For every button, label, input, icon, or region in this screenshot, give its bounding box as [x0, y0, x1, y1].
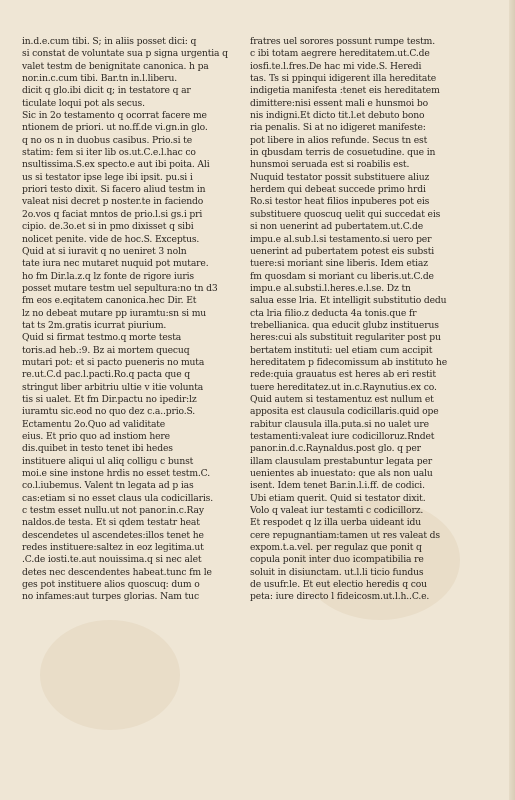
- text-line: ria penalis. Si at no idigeret manifeste:: [250, 122, 426, 134]
- text-line: Ro.si testor heat filios inpuberes pot eis: [250, 196, 430, 208]
- text-line: re.ut.C.d pac.l.pacti.Ro.q pacta que q: [22, 369, 190, 381]
- text-line: ho fm Dir.la.z.q lz fonte de rigore iuris: [22, 270, 194, 282]
- text-line: us si testator ipse lege ibi ipsit. pu.si i: [22, 171, 193, 183]
- text-line: copula ponit inter duo icompatibilia re: [250, 554, 424, 566]
- text-line: isent. Idem tenet Bar.in.l.i.ff. de codici.: [250, 480, 425, 492]
- page-edge: [509, 0, 515, 800]
- text-line: stringut liber arbitriu ultie v itie volunta: [22, 381, 204, 393]
- text-line: cta lria filio.z deducta 4a tonis.que fr: [250, 307, 417, 319]
- text-line: Sic in 2o testamento q ocorrat facere me: [22, 110, 207, 122]
- text-line: cas:etiam si no esset claus ula codicillaris.: [22, 492, 213, 504]
- text-line: 2o.vos q faciat mntos de prio.l.si gs.i pri: [22, 208, 203, 220]
- text-line: nis indigni.Et dicto tit.l.et debuto bono: [250, 110, 425, 122]
- text-line: descendetes ul ascendetes:illos tenet he: [22, 529, 204, 541]
- text-line: bertatem instituti: uel etiam cum accipit: [250, 344, 433, 356]
- text-line: dis.quibet in testo tenet ibi hedes: [22, 443, 173, 455]
- text-line: priori testo dixit. Si facero aliud testm in: [22, 184, 206, 196]
- text-line: de usufr.le. Et eut electio heredis q cou: [250, 579, 427, 591]
- text-line: Nuquid testator possit substituere aliuz: [250, 171, 430, 183]
- text-line: Quid at si iuravit q no ueniret 3 noln: [22, 245, 187, 257]
- text-line: detes nec descendentes habeat.tunc fm le: [22, 566, 212, 578]
- text-line: apposita est clausula codicillaris.quid ope: [250, 406, 439, 418]
- text-line: fratres uel sorores possunt rumpe testm.: [250, 36, 435, 47]
- text-line: iosfi.te.l.fres.De hac mi vide.S. Heredi: [250, 60, 422, 72]
- text-line: fm eos e.eqitatem canonica.hec Dir. Et: [22, 295, 197, 307]
- text-line: impu.e al.substi.l.heres.e.l.se. Dz tn: [250, 282, 411, 294]
- text-line: si constat de voluntate sua p signa urgentia q: [22, 48, 228, 60]
- text-line: naldos.de testa. Et si qdem testatr heat: [22, 517, 200, 529]
- text-line: hunsmoi seruada est si roabilis est.: [250, 159, 410, 171]
- text-line: fm quosdam si moriant cu liberis.ut.C.de: [250, 270, 434, 282]
- text-line: herdem qui debeat succede primo hrdi: [250, 184, 426, 196]
- text-line: q no os n in duobus casibus. Prio.si te: [22, 134, 193, 146]
- text-line: statim: fem si iter lib os.ut.C.e.l.hac co: [22, 147, 196, 159]
- text-line: trebellianica. qua educit glubz instituerus: [250, 319, 439, 331]
- text-line: in.d.e.cum tibi. S; in aliis posset dici: q: [22, 36, 197, 47]
- text-line: tate iura nec mutaret nuquid pot mutare.: [22, 258, 209, 270]
- text-line: cipio. de.3o.et si in pmo dixisset q sibi: [22, 221, 194, 233]
- text-line: lz no debeat mutare pp iuramtu:sn si mu: [22, 307, 207, 319]
- text-line: pot libere in alios refunde. Secus tn est: [250, 134, 428, 146]
- text-line: toris.ad heb.:9. Bz ai mortem quecuq: [22, 344, 190, 356]
- text-line: tat ts 2m.gratis icurrat piurium.: [22, 319, 167, 331]
- text-line: soluit in disiunctam. ut.l.li ticio fundus: [250, 566, 424, 578]
- text-line: tas. Ts si ppinqui idigerent illa hereditate: [250, 73, 437, 85]
- text-line: mutari pot: et si pacto pueneris no muta: [22, 356, 205, 368]
- text-line: ges pot instituere alios quoscuq: dum o: [22, 579, 200, 591]
- text-line: illam clausulam prestabuntur legata per: [250, 455, 433, 467]
- text-line: panor.in.d.c.Raynaldus.post glo. q per: [250, 443, 421, 455]
- text-line: valet testm de benignitate canonica. h pa: [22, 60, 209, 72]
- text-line: valeat nisi decret p noster.te in faciendo: [22, 196, 204, 208]
- text-line: indigetia manifesta :tenet eis hereditatem: [250, 85, 440, 97]
- text-line: salua esse lria. Et intelligit substitutio dedu: [250, 295, 447, 307]
- text-line: eius. Et prio quo ad instiom here: [22, 431, 170, 442]
- text-line: rede:quia grauatus est heres ab eri restit: [250, 369, 436, 381]
- text-line: moi.e sine instone hrdis no esset testm.C.: [22, 468, 210, 480]
- text-line: heres:cui als substituit regulariter post pu: [250, 332, 441, 344]
- text-line: substituere quoscuq uelit qui succedat eis: [250, 208, 441, 220]
- text-line: ticulate loqui pot als secus.: [22, 97, 145, 109]
- text-line: dicit q glo.ibi dicit q; in testatore q ar: [22, 85, 191, 97]
- text-line: tis si ualet. Et fm Dir.pactu no ipedir:lz: [22, 393, 197, 405]
- right-text-column: [250, 36, 476, 604]
- text-line: expom.t.a.vel. per regulaz que ponit q: [250, 542, 422, 554]
- text-line: Volo q valeat iur testamti c codicillorz.: [250, 505, 424, 517]
- text-line: nolicet penite. vide de hoc.S. Exceptus.: [22, 233, 200, 245]
- text-line: instituere aliqui ul aliq colligu c bunst: [22, 455, 194, 467]
- text-line: tuere:si moriant sine liberis. Idem etiaz: [250, 258, 428, 270]
- text-line: nor.in.c.cum tibi. Bar.tn in.l.liberu.: [22, 73, 177, 85]
- text-line: dimittere:nisi essent mali e hunsmoi bo: [250, 97, 428, 109]
- text-line: uenerint ad pubertatem potest eis substi: [250, 245, 435, 257]
- text-line: iuramtu sic.eod no quo dez c.a..prio.S.: [22, 406, 196, 418]
- text-line: Quid autem si testamentuz est nullum et: [250, 393, 434, 405]
- left-text-column: [22, 36, 248, 604]
- text-line: co.l.iubemus. Valent tn legata ad p ias: [22, 480, 194, 492]
- text-line: Ectamentu 2o.Quo ad validitate: [22, 418, 166, 430]
- text-line: Quid si firmat testmo.q morte testa: [22, 332, 182, 344]
- text-line: Ubi etiam querit. Quid si testator dixit.: [250, 492, 426, 504]
- text-line: peta: iure directo l fideicosm.ut.l.h..C.e.: [250, 591, 430, 603]
- text-line: redes instituere:saltez in eoz legitima.ut: [22, 542, 204, 554]
- text-line: .C.de iosti.te.aut nouissima.q si nec alet: [22, 554, 202, 566]
- text-line: tuere hereditatez.ut in.c.Raynutius.ex co.: [250, 381, 437, 393]
- text-line: Et respodet q lz illa uerba uideant idu: [250, 517, 422, 529]
- text-line: ntionem de priori. ut no.ff.de vi.gn.in glo.: [22, 122, 208, 134]
- text-line: c testm esset nullu.ut not panor.in.c.Ray: [22, 505, 204, 517]
- text-line: rabitur clausula illa.puta.si no ualet ure: [250, 418, 429, 430]
- text-line: impu.e al.sub.l.si testamento.si uero per: [250, 233, 432, 245]
- text-line: in qbusdam terris de cosuetudine. que in: [250, 147, 436, 159]
- text-line: c ibi totam aegrere hereditatem.ut.C.de: [250, 48, 430, 60]
- text-line: posset mutare testm uel sepultura:no tn d3: [22, 282, 218, 294]
- text-line: nsultissima.S.ex specto.e aut ibi poita. Ali: [22, 159, 210, 171]
- text-line: hereditatem p fidecomissum ab instituto he: [250, 356, 447, 368]
- paper-stain: [40, 620, 180, 730]
- text-line: no infames:aut turpes glorias. Nam tuc: [22, 591, 199, 603]
- text-line: uenientes ab inuestato: que als non ualu: [250, 468, 433, 480]
- text-line: cere repugnantiam:tamen ut res valeat ds: [250, 529, 440, 541]
- text-line: testamenti:valeat iure codicilloruz.Rndet: [250, 431, 435, 442]
- text-line: si non uenerint ad pubertatem.ut.C.de: [250, 221, 424, 233]
